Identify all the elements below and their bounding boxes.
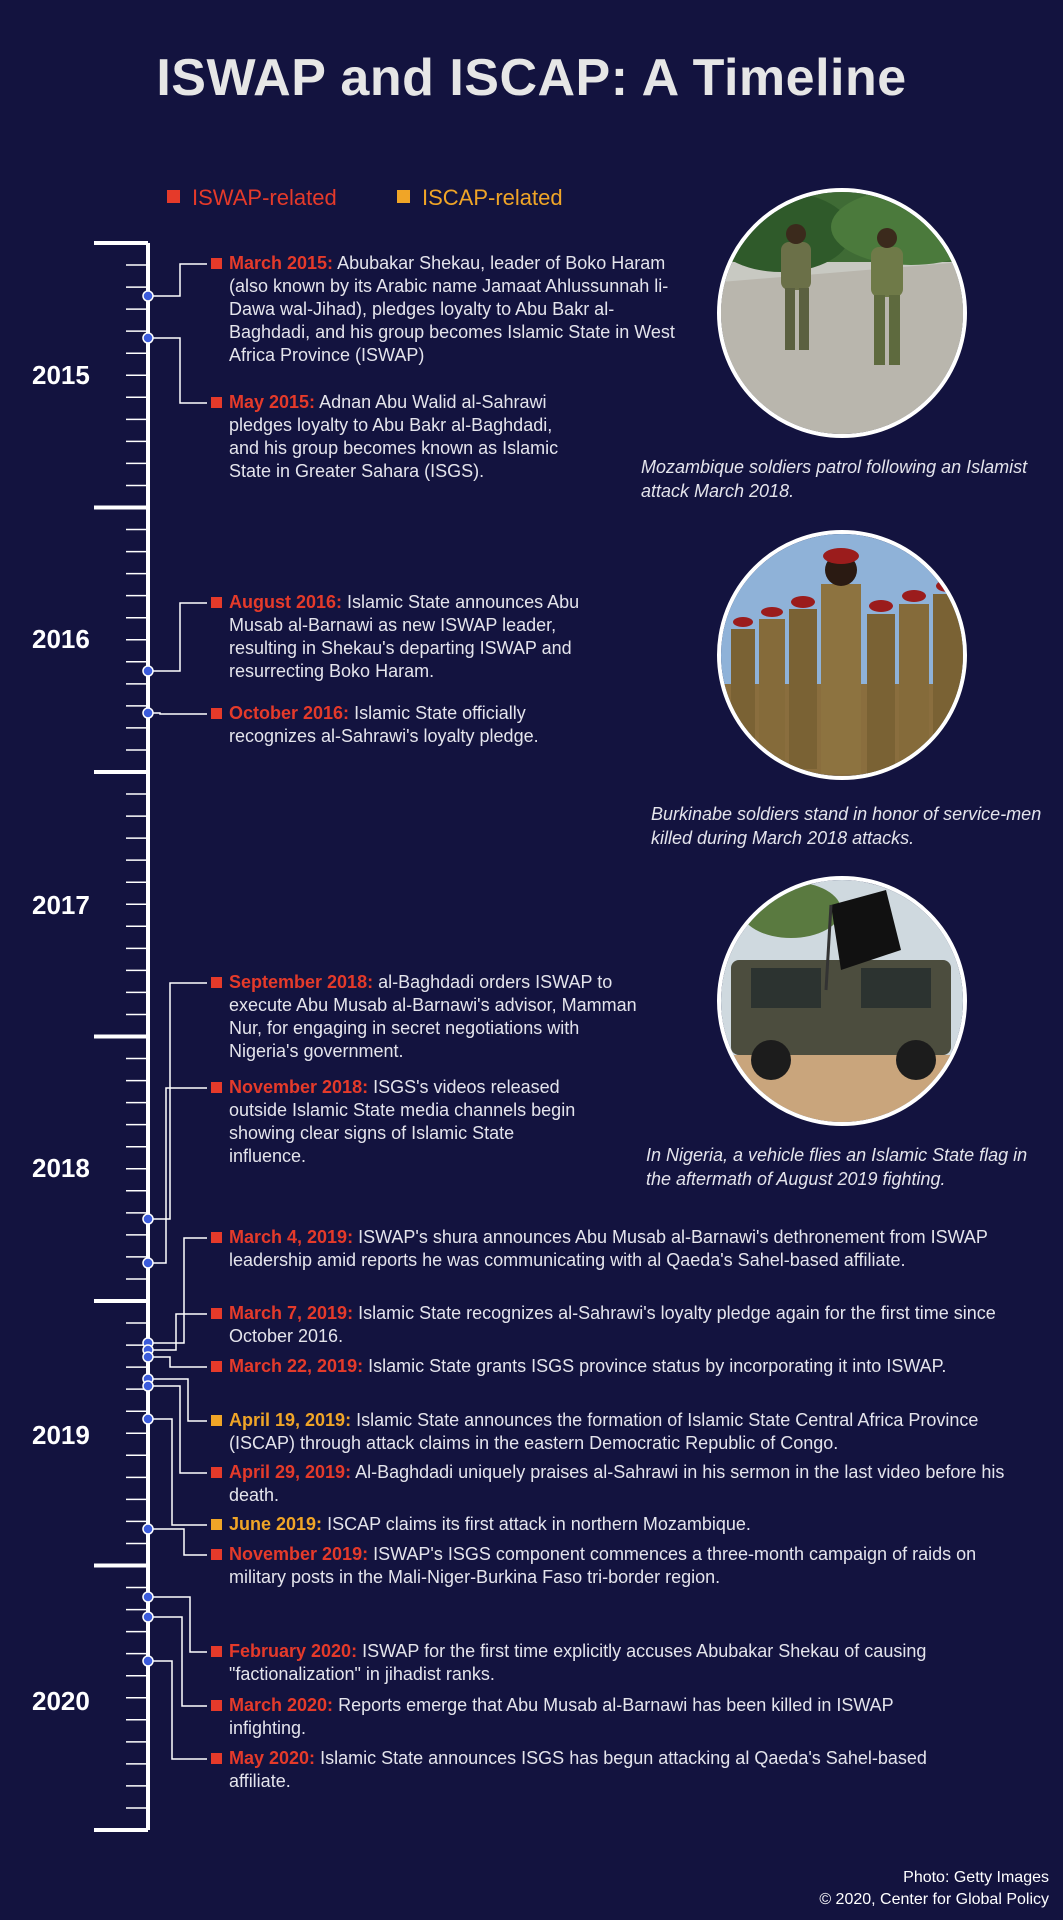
photo-caption-3: In Nigeria, a vehicle flies an Islamic State flag in the aftermath of August 2019 fighting. bbox=[646, 1145, 1028, 1189]
timeline-node bbox=[143, 708, 153, 718]
event-april-19-2019: April 19, 2019: Islamic State announces the formation of Islamic State Central Africa Province (ISCAP) through attack claims in the eastern Democratic Republic of Congo. bbox=[229, 1409, 1019, 1455]
event-marker bbox=[211, 1700, 222, 1711]
timeline-node bbox=[143, 1352, 153, 1362]
event-august-2016: August 2016: Islamic State announces Abu Musab al-Barnawi as new ISWAP leader, resulting in Shekau's departing ISWAP and resurrecting Boko Haram. bbox=[229, 591, 629, 683]
photo-nigeria-vehicle-image bbox=[721, 880, 963, 1122]
event-february-2020: February 2020: ISWAP for the first time explicitly accuses Abubakar Shekau of causing "factionalization" in jihadist ranks. bbox=[229, 1640, 929, 1686]
timeline-node bbox=[143, 1524, 153, 1534]
legend-iscap-label: ISCAP-related bbox=[422, 185, 563, 210]
event-marker bbox=[211, 977, 222, 988]
photo-caption-2: Burkinabe soldiers stand in honor of service-men killed during March 2018 attacks. bbox=[651, 804, 1042, 848]
timeline-node bbox=[143, 1592, 153, 1602]
event-marker bbox=[211, 1232, 222, 1243]
year-label-2015: 2015 bbox=[32, 360, 90, 390]
timeline-node bbox=[143, 333, 153, 343]
event-march-2020: March 2020: Reports emerge that Abu Musab al-Barnawi has been killed in ISWAP infighting. bbox=[229, 1694, 929, 1740]
event-marker bbox=[211, 597, 222, 608]
event-marker bbox=[211, 1549, 222, 1560]
timeline-node bbox=[143, 1656, 153, 1666]
event-connector bbox=[148, 1088, 207, 1263]
photo-nigeria-vehicle bbox=[717, 876, 967, 1126]
event-connector bbox=[148, 1357, 207, 1367]
event-connector bbox=[148, 1597, 207, 1652]
event-connector bbox=[148, 1386, 207, 1473]
event-connector bbox=[148, 713, 207, 714]
timeline-node bbox=[143, 1381, 153, 1391]
photo-mozambique-soldiers-image bbox=[721, 192, 963, 434]
event-october-2016: October 2016: Islamic State officially recognizes al-Sahrawi's loyalty pledge. bbox=[229, 702, 609, 748]
event-march-22-2019: March 22, 2019: Islamic State grants ISGS province status by incorporating it into ISWAP. bbox=[229, 1355, 999, 1378]
year-label-2016: 2016 bbox=[32, 624, 90, 654]
event-marker bbox=[211, 1467, 222, 1478]
photo-mozambique-soldiers bbox=[717, 188, 967, 438]
event-marker bbox=[211, 1308, 222, 1319]
page-title: ISWAP and ISCAP: A Timeline bbox=[156, 49, 907, 107]
event-november-2019: November 2019: ISWAP's ISGS component commences a three-month campaign of raids on military posts in the Mali-Niger-Burkina Faso tri-border region. bbox=[229, 1543, 1009, 1589]
event-marker bbox=[211, 1415, 222, 1426]
copyright-line: © 2020, Center for Global Policy bbox=[819, 1891, 1049, 1908]
timeline-node bbox=[143, 1414, 153, 1424]
event-marker bbox=[211, 258, 222, 269]
photo-credit bbox=[819, 1867, 1049, 1911]
photo-credit-line: Photo: Getty Images bbox=[903, 1869, 1049, 1886]
timeline-node bbox=[143, 1214, 153, 1224]
year-label-2020: 2020 bbox=[32, 1686, 90, 1716]
event-marker bbox=[211, 1753, 222, 1764]
photo-burkinabe-soldiers-image bbox=[721, 534, 963, 776]
photo-caption-1: Mozambique soldiers patrol following an Islamist attack March 2018. bbox=[641, 457, 1028, 501]
event-september-2018: September 2018: al-Baghdadi orders ISWAP to execute Abu Musab al-Barnawi's advisor, Mamman Nur, for engaging in secret negotiations with Nigeria's government. bbox=[229, 971, 649, 1063]
event-march-7-2019: March 7, 2019: Islamic State recognizes al-Sahrawi's loyalty pledge again for the first time since October 2016. bbox=[229, 1302, 999, 1348]
event-june-2019: June 2019: ISCAP claims its first attack in northern Mozambique. bbox=[229, 1513, 989, 1536]
event-connector bbox=[148, 1419, 207, 1525]
event-connector bbox=[148, 1661, 207, 1759]
event-may-2015: May 2015: Adnan Abu Walid al-Sahrawi pledges loyalty to Abu Bakr al-Baghdadi, and his group becomes known as Islamic State in Greater Sahara (ISGS). bbox=[229, 391, 579, 483]
timeline-node bbox=[143, 666, 153, 676]
event-may-2020: May 2020: Islamic State announces ISGS has begun attacking al Qaeda's Sahel-based affiliate. bbox=[229, 1747, 929, 1793]
event-april-29-2019: April 29, 2019: Al-Baghdadi uniquely praises al-Sahrawi in his sermon in the last video before his death. bbox=[229, 1461, 1019, 1507]
event-november-2018: November 2018: ISGS's videos released outside Islamic State media channels begin showing clear signs of Islamic State influence. bbox=[229, 1076, 589, 1168]
event-connector bbox=[148, 1238, 207, 1343]
event-marker bbox=[211, 1646, 222, 1657]
event-connector bbox=[148, 983, 207, 1219]
event-marker bbox=[211, 1519, 222, 1530]
event-marker bbox=[211, 1361, 222, 1372]
event-marker bbox=[211, 1082, 222, 1093]
event-march-2015: March 2015: Abubakar Shekau, leader of Boko Haram (also known by its Arabic name Jamaat Ahlussunnah li-Dawa wal-Jihad), pledges loyalty to Abu Bakr al-Baghdadi, and his group becomes Islamic State in West Africa Province (ISWAP) bbox=[229, 252, 689, 367]
year-label-2017: 2017 bbox=[32, 890, 90, 920]
event-march-4-2019: March 4, 2019: ISWAP's shura announces Abu Musab al-Barnawi's dethronement from ISWAP leadership amid reports he was communicating with al Qaeda's Sahel-based affiliate. bbox=[229, 1226, 989, 1272]
timeline-node bbox=[143, 1258, 153, 1268]
year-label-2019: 2019 bbox=[32, 1420, 90, 1450]
legend-iswap-label: ISWAP-related bbox=[192, 185, 337, 210]
event-marker bbox=[211, 708, 222, 719]
year-label-2018: 2018 bbox=[32, 1153, 90, 1183]
timeline-node bbox=[143, 291, 153, 301]
event-connector bbox=[148, 1314, 207, 1350]
event-connector bbox=[148, 264, 207, 296]
photo-burkinabe-soldiers bbox=[717, 530, 967, 780]
event-connector bbox=[148, 603, 207, 671]
timeline-node bbox=[143, 1612, 153, 1622]
event-connector bbox=[148, 1529, 207, 1555]
event-connector bbox=[148, 338, 207, 403]
event-marker bbox=[211, 397, 222, 408]
